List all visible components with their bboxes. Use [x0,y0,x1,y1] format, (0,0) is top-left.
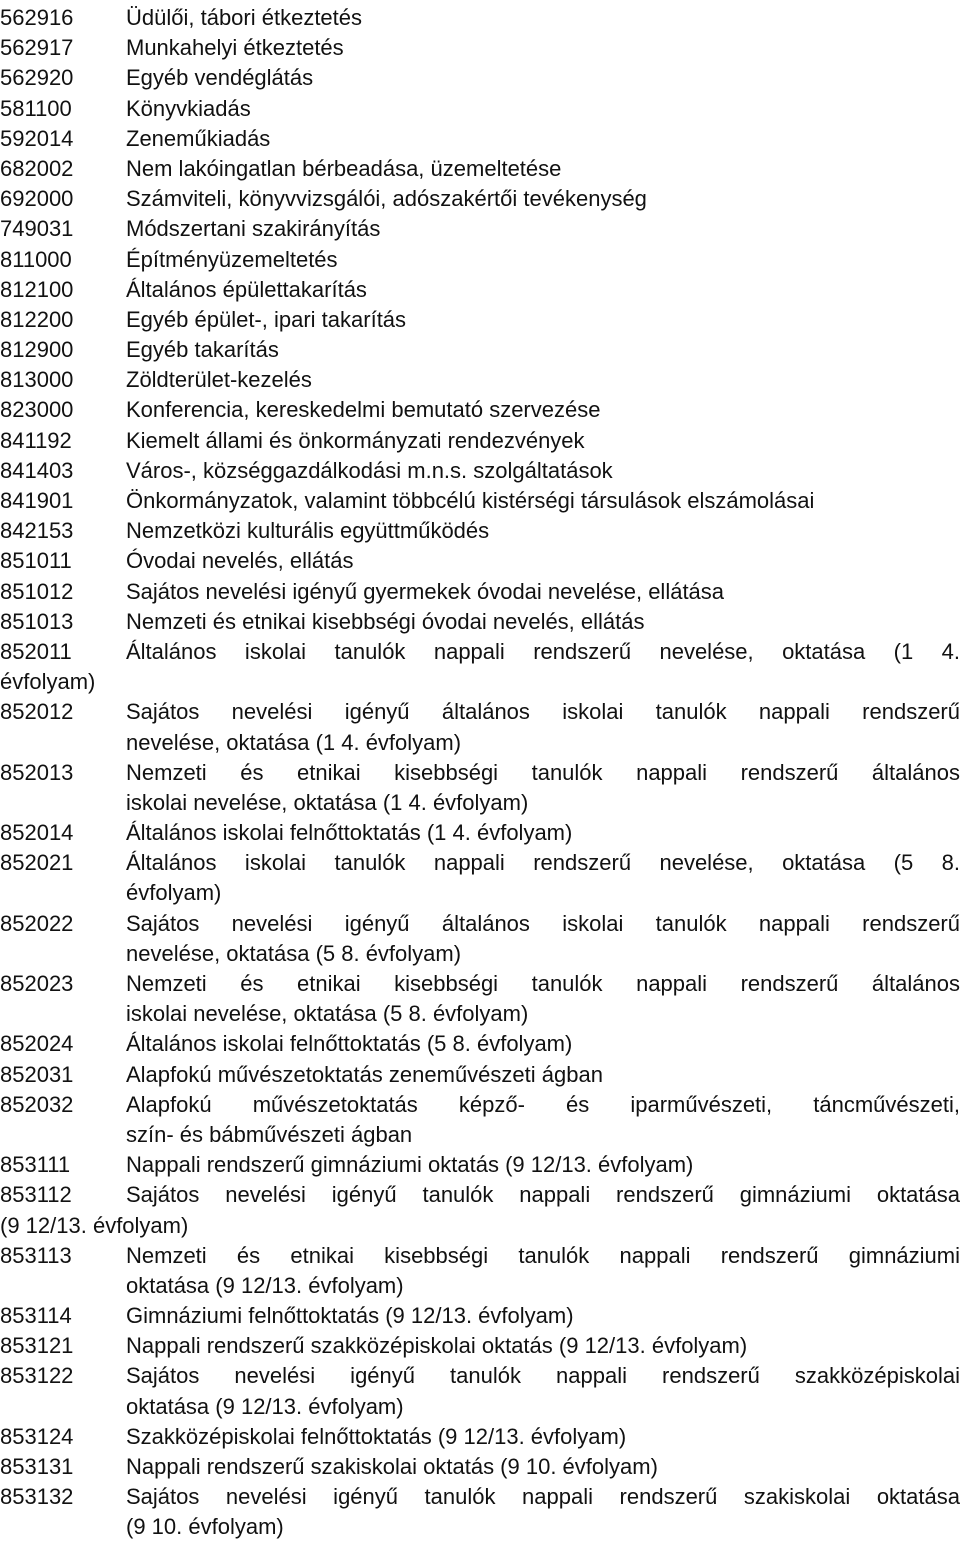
activity-code: 853131 [0,1454,74,1479]
list-item [0,426,960,456]
activity-description: Zöldterület-kezelés [126,367,312,393]
activity-code: 851011 [0,548,72,574]
activity-description: Sajátos nevelési igényű általános iskolai tanulók nappali rendszerű [126,910,960,936]
activity-description: Sajátos nevelési igényű gyermekek óvodai nevelése, ellátása [126,578,725,604]
activity-description-block [126,909,960,969]
activity-description: Általános iskolai felnőttoktatás (1 4. évfolyam) [126,820,573,846]
activity-description-block [126,758,960,818]
list-item [0,848,960,908]
activity-description-block [126,1422,960,1452]
list-item [0,63,960,93]
activity-code: 851012 [0,578,74,604]
activity-description: Általános iskolai felnőttoktatás (5 8. évfolyam) [126,1031,573,1057]
activity-description-block [126,94,960,124]
activity-description-block [126,848,960,908]
activity-description: Gimnáziumi felnőttoktatás (9 12/13. évfolyam) [126,1303,574,1329]
activity-code: 852023 [0,971,74,996]
activity-description-block [126,1090,960,1150]
activity-code: 562916 [0,5,74,30]
activity-description-block [126,395,960,425]
activity-code: 852024 [0,1031,74,1057]
activity-description-block [126,33,960,63]
activity-code: 853122 [0,1363,74,1389]
activity-description: Nappali rendszerű gimnáziumi oktatás (9 12/13. évfolyam) [126,1152,694,1178]
activity-description: Nem lakóingatlan bérbeadása, üzemeltetése [126,155,562,181]
activity-description: Általános iskolai tanulók nappali rendszerű nevelése, oktatása (1 4. [126,638,960,664]
list-item [0,184,960,214]
list-item [0,1241,960,1301]
activity-code: 851013 [0,608,74,634]
activity-code: 852014 [0,820,74,846]
activity-description-block [126,818,960,848]
activity-description: Általános épülettakarítás [126,276,367,302]
activity-description-block [126,3,960,33]
activity-code: 562920 [0,65,74,91]
list-item [0,546,960,576]
activity-code: 853132 [0,1484,74,1510]
list-item [0,154,960,184]
activity-description-block [126,245,960,275]
list-item [0,1452,960,1482]
activity-code: 852022 [0,910,74,936]
activity-description: (9 12/13. évfolyam) [0,1212,189,1238]
activity-description: Általános iskolai tanulók nappali rendszerű nevelése, oktatása (5 8. [126,850,960,876]
activity-code: 581100 [0,95,72,121]
list-item [0,516,960,546]
activity-description-block [126,1361,960,1421]
activity-description: Alapfokú művészetoktatás képző- és iparművészeti, táncművészeti, [126,1091,960,1117]
activity-code: 812200 [0,306,74,332]
activity-description-block [126,1301,960,1331]
list-item [0,305,960,335]
activity-description: Nemzeti és etnikai kisebbségi tanulók nappali rendszerű általános [126,759,960,785]
activity-description-block [126,577,960,607]
list-item [0,1331,960,1361]
activity-description-block [126,1150,960,1180]
list-item [0,909,960,969]
activity-description: Üdülői, tábori étkeztetés [126,5,363,30]
activity-code: 852031 [0,1061,74,1087]
activity-description: Óvodai nevelés, ellátás [126,548,354,574]
activity-description: Kiemelt állami és önkormányzati rendezvények [126,427,585,453]
activity-description-block [126,546,960,576]
list-item [0,758,960,818]
activity-code: 562917 [0,35,74,61]
activity-description-block [126,697,960,757]
list-item [0,577,960,607]
activity-description: iskolai nevelése, oktatása (1 4. évfolyam) [126,789,529,815]
activity-description: Alapfokú művészetoktatás zeneművészeti ágban [126,1061,603,1087]
activity-description-block [126,1482,960,1542]
activity-description: iskolai nevelése, oktatása (5 8. évfolyam) [126,1001,529,1027]
activity-description: Nemzeti és etnikai kisebbségi óvodai nevelés, ellátás [126,608,645,634]
activity-description: Nemzeti és etnikai kisebbségi tanulók nappali rendszerű általános [126,971,960,996]
activity-description: Sajátos nevelési igényű általános iskolai tanulók nappali rendszerű [126,699,960,725]
list-item [0,1150,960,1180]
activity-description: oktatása (9 12/13. évfolyam) [126,1272,404,1298]
activity-description: Egyéb vendéglátás [126,65,314,91]
activity-description-block [126,426,960,456]
activity-code: 852012 [0,699,74,725]
list-item [0,33,960,63]
activity-code: 853121 [0,1333,74,1359]
activity-code: 853113 [0,1242,72,1268]
activity-code: 813000 [0,367,74,393]
activity-code: 841192 [0,427,72,453]
activity-code: 812900 [0,337,74,363]
activity-description: Sajátos nevelési igényű tanulók nappali rendszerű gimnáziumi oktatása [126,1182,960,1208]
activity-code: 852011 [0,638,72,664]
activity-description-block [126,1060,960,1090]
activity-description-block [126,305,960,335]
list-item [0,969,960,1029]
activity-description-block [126,486,960,516]
list-item [0,214,960,244]
activity-code: 852013 [0,759,74,785]
list-item [0,456,960,486]
list-item [0,1180,960,1240]
activity-description: oktatása (9 12/13. évfolyam) [126,1393,404,1419]
activity-code: 682002 [0,155,74,181]
list-item [0,1301,960,1331]
list-item [0,637,960,697]
activity-description-block [126,1331,960,1361]
list-item [0,1090,960,1150]
activity-description: Egyéb épület-, ipari takarítás [126,306,407,332]
activity-code: 812100 [0,276,74,302]
activity-description-block [126,516,960,546]
activity-description: évfolyam) [0,669,96,695]
activity-description: évfolyam) [126,880,222,906]
activity-description-block [126,1452,960,1482]
activity-code: 811000 [0,246,72,272]
list-item [0,245,960,275]
activity-code: 852032 [0,1091,74,1117]
activity-code: 841901 [0,488,74,513]
list-item [0,1482,960,1542]
list-item [0,1029,960,1059]
activity-description: Nappali rendszerű szakiskolai oktatás (9 10. évfolyam) [126,1454,658,1479]
activity-description: (9 10. évfolyam) [126,1514,284,1540]
list-item [0,335,960,365]
list-item [0,1060,960,1090]
activity-description-block [126,275,960,305]
activity-code: 853111 [0,1152,71,1178]
activity-description: Nemzeti és etnikai kisebbségi tanulók nappali rendszerű gimnáziumi [126,1242,960,1268]
activity-code: 841403 [0,457,74,483]
activity-code: 749031 [0,216,74,242]
activity-description: Munkahelyi étkeztetés [126,35,344,61]
activity-description-block [126,124,960,154]
activity-code: 853114 [0,1303,72,1329]
activity-description: Könyvkiadás [126,95,251,121]
activity-description: Sajátos nevelési igényű tanulók nappali rendszerű szakiskolai oktatása [126,1484,960,1510]
activity-description-block [126,154,960,184]
activity-code: 842153 [0,518,74,544]
activity-description-block [126,1029,960,1059]
list-item [0,395,960,425]
list-item [0,1361,960,1421]
activity-description: Sajátos nevelési igényű tanulók nappali rendszerű szakközépiskolai [126,1363,960,1389]
list-item [0,818,960,848]
activity-code: 823000 [0,397,74,423]
activity-description: Város-, községgazdálkodási m.n.s. szolgáltatások [126,457,613,483]
activity-description-block [126,335,960,365]
activity-description: Szakközépiskolai felnőttoktatás (9 12/13. évfolyam) [126,1423,627,1449]
list-item [0,607,960,637]
activity-description: Számviteli, könyvvizsgálói, adószakértői tevékenység [126,186,647,212]
list-item [0,486,960,516]
activity-code: 852021 [0,850,74,876]
activity-description-block [126,214,960,244]
activity-description-block [126,365,960,395]
activity-description: Zeneműkiadás [126,125,271,151]
activity-description: Nappali rendszerű szakközépiskolai oktatás (9 12/13. évfolyam) [126,1333,748,1359]
activity-description-block [126,184,960,214]
list-item [0,275,960,305]
list-item [0,3,960,33]
activity-description: szín- és bábművészeti ágban [126,1121,413,1147]
activity-code: 692000 [0,186,74,212]
activity-description-block [126,1241,960,1301]
list-item [0,94,960,124]
list-item [0,1422,960,1452]
activity-description-block [126,456,960,486]
activity-code: 853112 [0,1182,72,1208]
activity-description: Építményüzemeltetés [126,246,338,272]
list-item [0,124,960,154]
activity-description: nevelése, oktatása (1 4. évfolyam) [126,729,462,755]
activity-code: 592014 [0,125,74,151]
activity-description: Egyéb takarítás [126,337,279,363]
activity-description: Nemzetközi kulturális együttműködés [126,518,490,544]
activity-description: Önkormányzatok, valamint többcélú kistérségi társulások elszámolásai [126,488,815,513]
activity-description: Módszertani szakirányítás [126,216,381,242]
activity-description: Konferencia, kereskedelmi bemutató szervezése [126,397,601,423]
activity-description: nevelése, oktatása (5 8. évfolyam) [126,940,462,966]
activity-description-block [126,63,960,93]
list-item [0,365,960,395]
activity-code: 853124 [0,1423,74,1449]
activity-description-block [126,607,960,637]
list-item [0,697,960,757]
activity-description-block [126,969,960,1029]
